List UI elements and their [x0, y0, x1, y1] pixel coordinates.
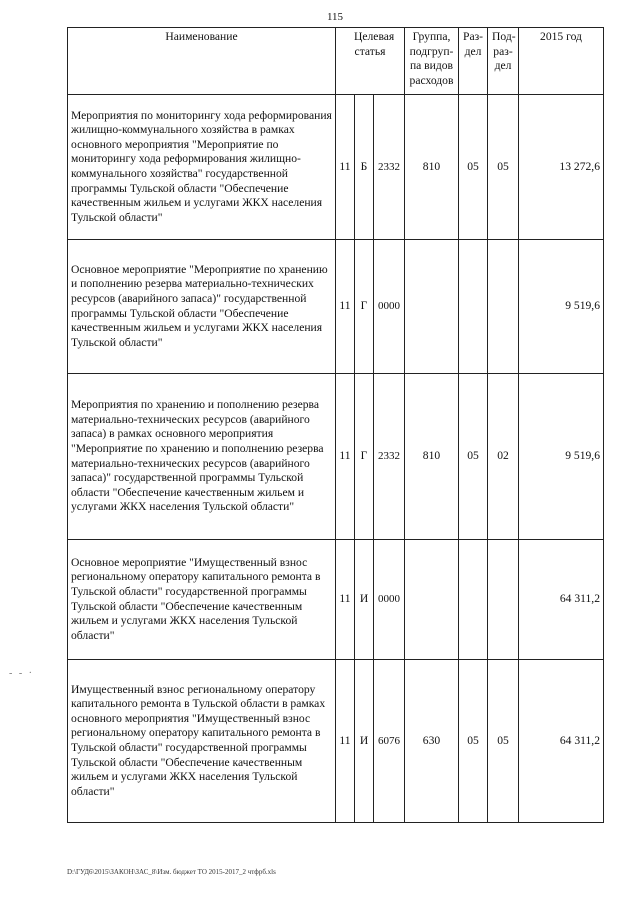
header-subsection-text: Под-раз-дел	[492, 30, 516, 73]
header-section-text: Раз-дел	[463, 30, 484, 58]
row-name: Мероприятия по мониторингу хода реформирования жилищно-коммунального хозяйства в рамках основного мероприятия "Мероприятие по мониторингу хода реформирования жилищно-коммунального хозяйства" государственной программы Тульской области "Обеспечение качественным жильем и услугами ЖКХ населения Тульской области"	[68, 95, 336, 240]
row-code-number: 0000	[374, 540, 405, 660]
table-row	[68, 374, 604, 540]
row-subsection: 05	[488, 660, 519, 823]
row-code-number: 6076	[374, 660, 405, 823]
row-code-letter: Г	[355, 240, 374, 374]
row-group: 810	[405, 95, 459, 240]
table-row	[68, 660, 604, 823]
row-name: Основное мероприятие "Имущественный взнос региональному оператору капитального ремонта в Тульской области" государственной программы Тульской области "Обеспечение качественным жильем и услугами ЖКХ населения Тульской области"	[68, 540, 336, 660]
header-target-article	[336, 28, 405, 95]
table-header-row	[68, 28, 604, 95]
row-group: 810	[405, 374, 459, 540]
row-section: 05	[459, 660, 488, 823]
table-row	[68, 240, 604, 374]
row-subsection: 02	[488, 374, 519, 540]
header-year: 2015 год	[519, 28, 604, 95]
page-number: 115	[326, 11, 344, 23]
row-code-program: 11	[336, 540, 355, 660]
header-group-text: Группа, подгруп-па видов расходов	[409, 30, 454, 87]
table-row	[68, 95, 604, 240]
row-group	[405, 240, 459, 374]
row-name: Мероприятия по хранению и пополнению резерва материально-технических ресурсов (аварийного запаса) в рамках основного мероприятия "Мероприятие по хранению и пополнению резерва материально-технических ресурсов (аварийного запаса)" государственной программы Тульской области "Обеспечение качественным жильем и услугами ЖКХ населения Тульской области"	[68, 374, 336, 540]
row-amount: 9 519,6	[519, 240, 604, 374]
row-code-program: 11	[336, 240, 355, 374]
row-subsection	[488, 240, 519, 374]
row-code-number: 2332	[374, 374, 405, 540]
row-amount: 64 311,2	[519, 540, 604, 660]
row-subsection	[488, 540, 519, 660]
table-row	[68, 540, 604, 660]
row-code-letter: И	[355, 660, 374, 823]
header-name: Наименование	[68, 28, 336, 95]
row-name: Основное мероприятие "Мероприятие по хранению и пополнению резерва материально-технических ресурсов (аварийного запаса)" государственной программы Тульской области "Обеспечение качественным жильем и услугами ЖКХ населения Тульской области"	[68, 240, 336, 374]
row-code-program: 11	[336, 374, 355, 540]
row-group: 630	[405, 660, 459, 823]
row-group	[405, 540, 459, 660]
row-amount: 9 519,6	[519, 374, 604, 540]
row-section: 05	[459, 95, 488, 240]
row-name: Имущественный взнос региональному оператору капитального ремонта в Тульской области в рамках основного мероприятия "Имущественный взнос региональному оператору капитального ремонта в Тульской области" государственной программы Тульской области "Обеспечение качественным жильем и услугами ЖКХ населения Тульской области"	[68, 660, 336, 823]
header-section	[459, 28, 488, 95]
footer-file-path: D:\ГУД6\2015\ЗАКОН\ЗАС_8\Изм. бюджет ТО 2015-2017_2 чтфрб.xls	[67, 868, 276, 876]
row-section: 05	[459, 374, 488, 540]
row-code-letter: Б	[355, 95, 374, 240]
row-code-letter: И	[355, 540, 374, 660]
row-amount: 64 311,2	[519, 660, 604, 823]
row-code-number: 0000	[374, 240, 405, 374]
header-target-article-text: Целевая статья	[354, 30, 395, 58]
row-amount: 13 272,6	[519, 95, 604, 240]
row-section	[459, 540, 488, 660]
row-subsection: 05	[488, 95, 519, 240]
row-code-program: 11	[336, 660, 355, 823]
row-code-number: 2332	[374, 95, 405, 240]
header-subsection	[488, 28, 519, 95]
header-group	[405, 28, 459, 95]
row-section	[459, 240, 488, 374]
budget-table	[67, 27, 604, 823]
row-code-program: 11	[336, 95, 355, 240]
row-code-letter: Г	[355, 374, 374, 540]
margin-mark: - - ·	[9, 668, 34, 679]
